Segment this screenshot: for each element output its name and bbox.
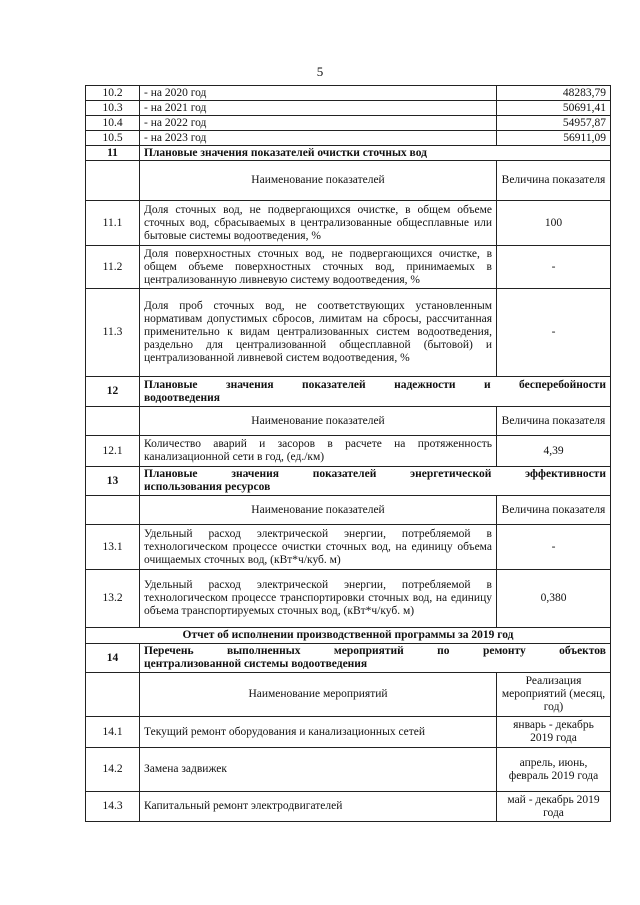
table-row (86, 525, 611, 570)
row-text: Доля поверхностных сточных вод, не подвергающихся очистке, в общем объеме поверхностных сточных вод, принимаемых в централизованную ливневую систему водоотведения, % (140, 246, 497, 289)
row-label: - на 2020 год (140, 86, 497, 101)
row-number: 10.5 (86, 131, 140, 146)
section-title-line2: водоотведения (144, 391, 220, 404)
report-title: Отчет об исполнении производственной программы за 2019 год (86, 628, 611, 644)
section-title (140, 644, 611, 673)
row-value: 48283,79 (497, 86, 611, 101)
row-text: Текущий ремонт оборудования и канализационных сетей (140, 717, 497, 748)
table-row (86, 289, 611, 377)
title-word: показателей (312, 468, 377, 480)
row-text: Количество аварий и засоров в расчете на протяженность канализационной сети в год, (ед./км) (140, 436, 497, 467)
row-number: 11.3 (86, 289, 140, 377)
row-text: Доля сточных вод, не подвергающихся очистке, в общем объеме сточных вод, сбрасываемых в централизованные общесплавные или бытовые системы водоотведения, % (140, 201, 497, 246)
table-row (86, 246, 611, 289)
row-number: 10.2 (86, 86, 140, 101)
row-text: Удельный расход электрической энергии, потребляемой в технологическом процессе транспортировки сточных вод, на единицу объема транспортируемых сточных вод, (кВт*ч/куб. м) (140, 570, 497, 628)
row-value: 50691,41 (497, 101, 611, 116)
row-number: 13.2 (86, 570, 140, 628)
row-number: 11.2 (86, 246, 140, 289)
section-title: Плановые значения показателей очистки сточных вод (140, 146, 611, 161)
row-value: - (497, 289, 611, 377)
table-row (86, 792, 611, 822)
title-word: мероприятий (333, 645, 404, 657)
section-number: 14 (86, 644, 140, 673)
row-value: апрель, июнь, февраль 2019 года (497, 748, 611, 792)
title-word: Перечень (144, 645, 194, 657)
row-text: Доля проб сточных вод, не соответствующих установленным нормативам допустимых сбросов, лимитам на сбросы, рассчитанная применительно к видам централизованных систем водоотведения, раздельно для централизованной общесплавной (бытовой) и централизованной ливневой систем водоотведения, % (140, 289, 497, 377)
row-value: 100 (497, 201, 611, 246)
row-value: январь - декабрь 2019 года (497, 717, 611, 748)
title-word: Плановые (144, 468, 198, 480)
row-value: май - декабрь 2019 года (497, 792, 611, 822)
row-label: - на 2021 год (140, 101, 497, 116)
row-value: 0,380 (497, 570, 611, 628)
table-row (86, 131, 611, 146)
title-word: по (437, 645, 450, 657)
row-number: 14.2 (86, 748, 140, 792)
section-header (86, 644, 611, 673)
table-row (86, 717, 611, 748)
column-header-name: Наименование показателей (140, 407, 497, 436)
row-number: 14.1 (86, 717, 140, 748)
section-header (86, 146, 611, 161)
table-row (86, 570, 611, 628)
row-value: 56911,09 (497, 131, 611, 146)
row-value: - (497, 246, 611, 289)
title-word: Плановые (144, 378, 198, 391)
row-number: 14.3 (86, 792, 140, 822)
table-row (86, 116, 611, 131)
row-text: Капитальный ремонт электродвигателей (140, 792, 497, 822)
section-header (86, 467, 611, 496)
title-word: выполненных (226, 645, 301, 657)
title-word: значения (225, 378, 274, 391)
report-title-row (86, 628, 611, 644)
title-word: объектов (559, 645, 606, 657)
title-word: значения (231, 468, 279, 480)
section-title (140, 377, 611, 407)
title-word: надежности (394, 378, 456, 391)
title-word: и (483, 378, 491, 391)
table-row (86, 748, 611, 792)
row-text: Удельный расход электрической энергии, потребляемой в технологическом процессе очистки сточных вод, на единицу объема очищаемых сточных вод, (кВт*ч/куб. м) (140, 525, 497, 570)
title-word: эффективности (525, 468, 606, 480)
section-number: 11 (86, 146, 140, 161)
title-word: энергетической (410, 468, 492, 480)
section-title-line2: централизованной системы водоотведения (144, 658, 368, 670)
row-value: - (497, 525, 611, 570)
row-text: Замена задвижек (140, 748, 497, 792)
column-header-value: Величина показателя (497, 161, 611, 201)
table-row (86, 201, 611, 246)
section-title (140, 467, 611, 496)
column-header-row (86, 496, 611, 525)
page-number: 5 (316, 64, 324, 79)
indicator-table (85, 85, 611, 822)
section-number: 12 (86, 377, 140, 407)
row-number: 12.1 (86, 436, 140, 467)
column-header-row (86, 161, 611, 201)
table-row (86, 86, 611, 101)
section-number: 13 (86, 467, 140, 496)
column-header-row (86, 407, 611, 436)
row-number: 11.1 (86, 201, 140, 246)
column-header-value: Величина показателя (497, 496, 611, 525)
column-header-value: Величина показателя (497, 407, 611, 436)
table-row (86, 436, 611, 467)
row-value: 4,39 (497, 436, 611, 467)
row-value: 54957,87 (497, 116, 611, 131)
column-header-name: Наименование показателей (140, 496, 497, 525)
table-row (86, 101, 611, 116)
column-header-name: Наименование мероприятий (140, 673, 497, 717)
column-header-name: Наименование показателей (140, 161, 497, 201)
column-header-row (86, 673, 611, 717)
title-word: бесперебойности (519, 378, 606, 391)
row-number: 13.1 (86, 525, 140, 570)
row-label: - на 2023 год (140, 131, 497, 146)
row-label: - на 2022 год (140, 116, 497, 131)
title-word: ремонту (482, 645, 526, 657)
section-header (86, 377, 611, 407)
title-word: показателей (302, 378, 366, 391)
section-title-line2: использования ресурсов (144, 481, 271, 493)
column-header-value: Реализация мероприятий (месяц, год) (497, 673, 611, 717)
row-number: 10.4 (86, 116, 140, 131)
row-number: 10.3 (86, 101, 140, 116)
